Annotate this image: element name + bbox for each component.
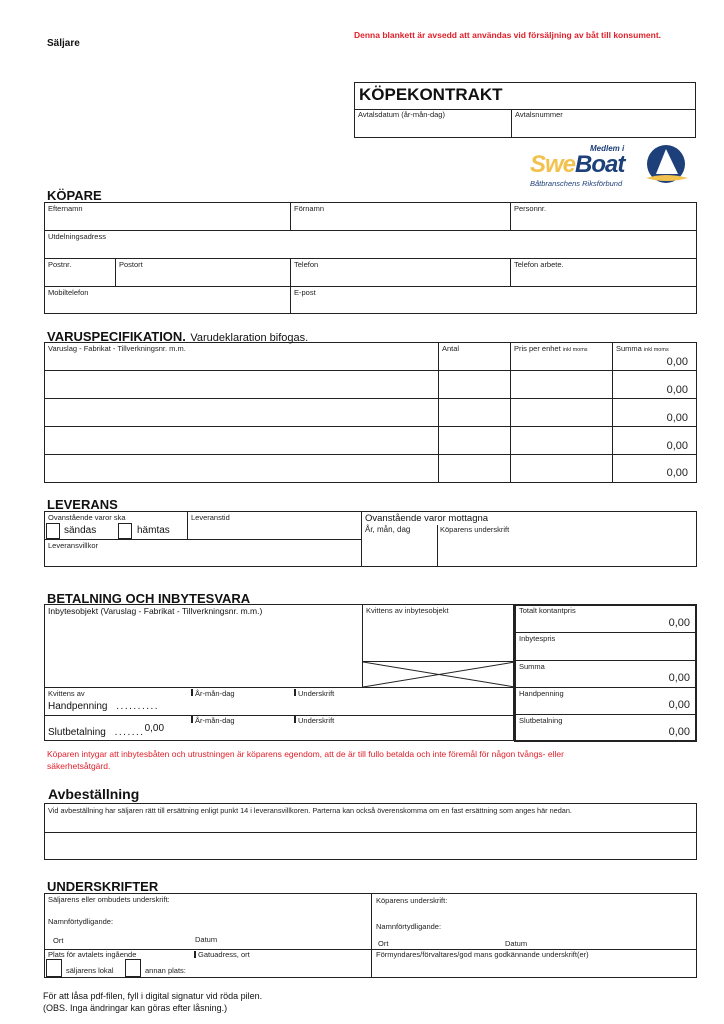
row-sum[interactable]: 0,00 [666,467,688,479]
row-sum[interactable]: 0,00 [666,384,688,396]
delivery-time-field[interactable]: Leveranstid [191,513,230,522]
seller-label: Säljare [47,38,80,49]
buyer-name-field[interactable]: Namnförtydligande: [376,922,442,931]
mobile-field[interactable]: Mobiltelefon [48,288,89,297]
consumer-notice: Denna blankett är avsedd att användas vid försäljning av båt till konsument. [354,30,662,40]
signatures-section-title: UNDERSKRIFTER [47,879,159,894]
seller-premises-checkbox[interactable] [46,959,62,977]
buyer-section-title: KÖPARE [47,188,102,203]
final-amount[interactable]: 0,00 [144,723,165,734]
goods-received-label: Ovanstående varor mottagna [365,513,489,524]
buyer-signature-field[interactable]: Köparens underskrift [440,525,510,534]
logo-wordmark [530,151,624,179]
sum-label: Summa [519,662,545,671]
delivery-section-title: LEVERANS [47,497,118,512]
col-unit-price-label: Pris per enhet [514,344,561,353]
receipt-of-label: Kvittens av [48,689,85,698]
email-field[interactable]: E-post [294,288,316,297]
deposit-signature-field[interactable]: Underskrift [298,689,335,698]
contract-title: KÖPEKONTRAKT [359,85,503,104]
logo-tagline: Båtbranschens Riksförbund [530,179,623,188]
buyer-box [44,202,697,314]
seller-name-field[interactable]: Namnförtydligande: [48,917,114,926]
send-label: sändas [64,525,97,536]
seller-place-field[interactable]: Ort [53,936,64,945]
col-quantity: Antal [442,344,460,353]
payment-box [44,604,514,741]
deposit-label [48,701,159,712]
agreement-place-label: Plats för avtalets ingående [48,950,137,959]
cancellation-text: Vid avbeställning har säljaren rätt till ersättning enligt punkt 14 i leveransvillkoren. Parterna kan också överenskomma om en fast ersättning som anges här nedan. [48,806,572,815]
deposit-dots: .......... [116,701,160,712]
buyer-date-field[interactable]: Datum [505,939,528,948]
col-unit-price-small: inkl moms [562,347,588,353]
goods-title: VARUSPECIFIKATION. [47,329,186,344]
work-phone-field[interactable]: Telefon arbete. [514,260,564,269]
col-unit-price [514,344,588,353]
footer-lock-warning: (OBS. Inga ändringar kan göras efter låsning.) [43,1003,228,1013]
sweboat-logo [528,142,690,192]
seller-date-field[interactable]: Datum [195,935,218,944]
tradein-price-label: Inbytespris [519,634,556,643]
contract-header-box [354,82,696,138]
cancellation-box [44,803,697,860]
address-field[interactable]: Utdelningsadress [48,232,106,241]
col-sum-small: inkl moms [643,347,669,353]
final-date-field[interactable]: År-mån-dag [195,716,235,725]
seller-premises-label: säljarens lokal [66,966,114,975]
delivery-box [44,511,697,567]
pickup-label: hämtas [137,525,170,536]
final-dots: ....... [114,727,145,738]
total-cash-price-value[interactable]: 0,00 [668,617,690,629]
deposit-date-field[interactable]: År-mån-dag [195,689,235,698]
sailboat-icon [644,144,690,186]
signatures-box [44,893,697,978]
total-cash-price-label: Totalt kontantpris [519,606,576,615]
city-field[interactable]: Postort [119,260,143,269]
logo-member-text: Medlem i [590,144,625,153]
sum-value[interactable]: 0,00 [668,672,690,684]
buyer-signature-field[interactable]: Köparens underskrift: [376,896,448,905]
final-signature-field[interactable]: Underskrift [298,716,335,725]
guardian-signature-field[interactable]: Förmyndares/förvaltares/god mans godkännande underskrift(er) [376,950,589,959]
payment-section-title: BETALNING OCH INBYTESVARA [47,591,251,606]
phone-field[interactable]: Telefon [294,260,319,269]
buyer-place-field[interactable]: Ort [378,939,389,948]
goods-table [44,342,697,483]
deposit-text: Handpenning [48,701,108,712]
send-checkbox[interactable] [46,523,60,539]
cancellation-title: Avbeställning [48,786,140,802]
delivery-terms-field[interactable]: Leveransvillkor [48,541,99,550]
received-date-field[interactable]: År, mån, dag [365,525,411,534]
contract-date-field[interactable]: Avtalsdatum (år-mån-dag) [358,110,445,119]
contract-number-field[interactable]: Avtalsnummer [515,110,563,119]
seller-signature-field[interactable]: Säljarens eller ombudets underskrift: [48,895,170,904]
row-sum[interactable]: 0,00 [666,412,688,424]
tradein-object-field[interactable]: Inbytesobjekt (Varuslag - Fabrikat - Tillverkningsnr. m.m.) [48,606,263,616]
personal-number-field[interactable]: Personnr. [514,204,547,213]
goods-shall-label: Ovanstående varor ska [48,513,126,522]
total-deposit-value[interactable]: 0,00 [668,699,690,711]
footer-lock-instruction: För att låsa pdf-filen, fyll i digital signatur vid röda pilen. [43,991,263,1001]
col-sum-label: Summa [616,344,642,353]
totals-box [514,604,697,742]
col-description: Varuslag - Fabrikat - Tillverkningsnr. m.m. [48,344,186,353]
total-deposit-label: Handpenning [519,689,564,698]
total-final-payment-value[interactable]: 0,00 [668,726,690,738]
lastname-field[interactable]: Efternamn [48,204,83,213]
logo-boat: Boat [575,151,625,178]
goods-subtitle: Varudeklaration bifogas. [190,332,309,344]
other-place-checkbox[interactable] [125,959,141,977]
tradein-receipt-field[interactable]: Kvittens av inbytesobjekt [366,606,449,615]
row-sum[interactable]: 0,00 [666,440,688,452]
other-place-label: annan plats: [145,966,186,975]
firstname-field[interactable]: Förnamn [294,204,325,213]
final-payment-text: Slutbetalning [48,727,106,738]
crossed-out-box [363,662,515,687]
total-final-payment-label: Slutbetalning [519,716,563,725]
final-payment-label [48,723,165,738]
col-sum [616,344,669,353]
street-address-field[interactable]: Gatuadress, ort [198,950,250,959]
tradein-declaration: Köparen intygar att inbytesbåten och utrustningen är köparens egendom, att de är till fullo betalda och inte föremål för någon tvångs- eller säkerhetsåtgärd. [47,749,564,771]
logo-swe: Swe [530,151,576,178]
postal-code-field[interactable]: Postnr. [48,260,72,269]
cancellation-fee-field[interactable] [45,833,696,860]
row-sum[interactable]: 0,00 [666,356,688,368]
pickup-checkbox[interactable] [118,523,132,539]
